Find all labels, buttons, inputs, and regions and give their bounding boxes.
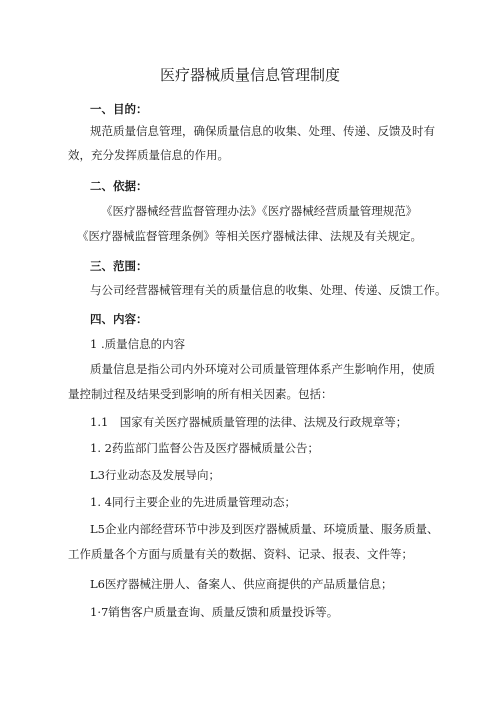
definition-line-2: 量控制过程及结果受到影响的所有相关因素。包括： bbox=[68, 387, 333, 401]
basis-line-2: 《医疗器械监督管理条例》等相关医疗器械法律、法规及有关规定。 bbox=[77, 229, 422, 243]
list-item: L6医疗器械注册人、备案人、供应商提供的产品质量信息； bbox=[90, 577, 393, 591]
purpose-line-2: 效，充分发挥质量信息的作用。 bbox=[68, 148, 229, 162]
scope-line-1: 与公司经营器械管理有关的质量信息的收集、处理、传递、反馈工作。 bbox=[90, 283, 447, 297]
content-subheading: 1 .质量信息的内容 bbox=[90, 337, 186, 351]
section-heading-basis: 二、依据： bbox=[90, 179, 148, 193]
purpose-line-1: 规范质量信息管理，确保质量信息的收集、处理、传递、反馈及时有 bbox=[90, 124, 435, 138]
list-item: L3行业动态及发展导向； bbox=[90, 468, 220, 482]
definition-line-1: 质量信息是指公司内外环境对公司质量管理体系产生影响作用，使质 bbox=[90, 362, 435, 376]
basis-line-1: 《医疗器械经营监督管理办法》《医疗器械经营质量管理规范》 bbox=[101, 204, 418, 218]
list-item: 1.1 国家有关医疗器械质量管理的法律、法规及行政规章等； bbox=[90, 415, 408, 429]
document-title: 医疗器械质量信息管理制度 bbox=[159, 66, 340, 84]
list-item: L5企业内部经营环节中涉及到医疗器械质量、环境质量、服务质量、 bbox=[90, 522, 439, 536]
list-item: 1. 2药监部门监督公告及医疗器械质量公告； bbox=[90, 441, 319, 455]
section-heading-scope: 三、范围： bbox=[90, 259, 148, 273]
list-item: 1. 4同行主要企业的先进质量管理动态； bbox=[90, 495, 296, 509]
list-item-continuation: 工作质量各个方面与质量有关的数据、资料、记录、报表、文件等； bbox=[68, 547, 413, 561]
section-heading-content: 四、内容： bbox=[90, 312, 148, 326]
section-heading-purpose: 一、目的： bbox=[90, 102, 148, 116]
list-item: 1·7销售客户质量查询、质量反馈和质量投诉等。 bbox=[90, 605, 339, 619]
